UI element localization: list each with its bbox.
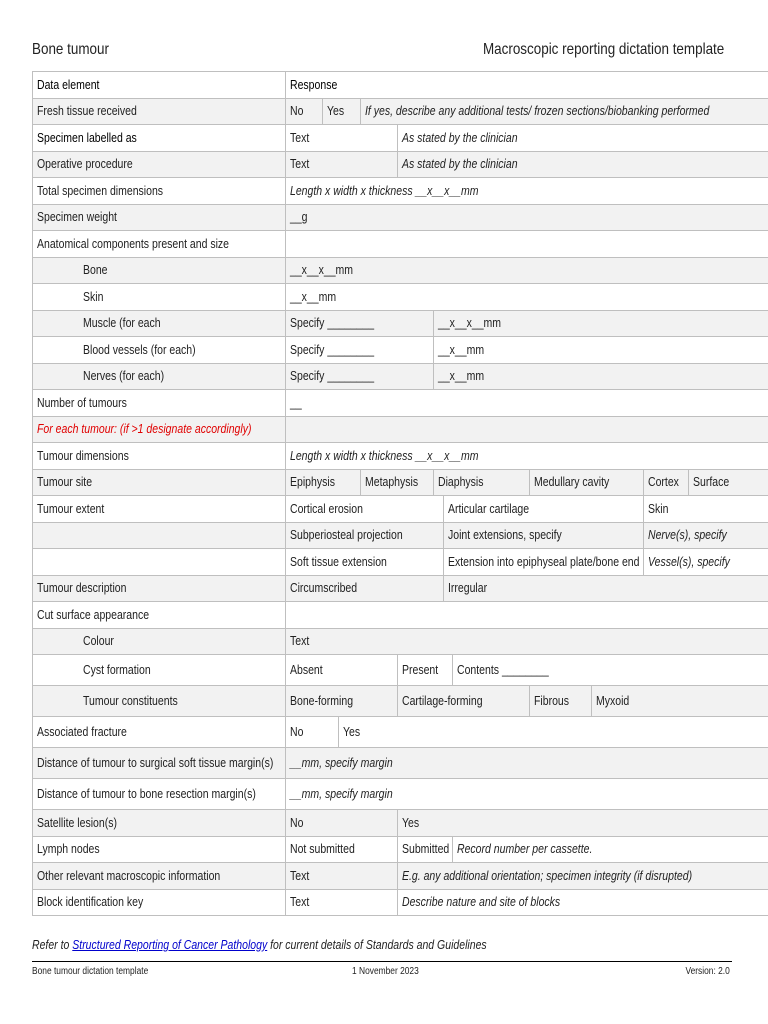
label-cell: Specimen weight bbox=[33, 204, 286, 231]
table-row bbox=[33, 469, 768, 496]
table-header-row bbox=[33, 72, 768, 99]
option-cell: Not submitted bbox=[286, 836, 398, 863]
template-table bbox=[32, 71, 768, 916]
option-cell: Yes bbox=[398, 810, 768, 837]
option-cell: Text bbox=[286, 889, 398, 916]
reference-suffix: for current details of Standards and Guidelines bbox=[267, 938, 487, 952]
table-row bbox=[33, 863, 768, 890]
note-cell: Describe nature and site of blocks bbox=[398, 889, 768, 916]
label-cell: Satellite lesion(s) bbox=[33, 810, 286, 837]
label-cell: Bone bbox=[33, 257, 286, 284]
response-cell bbox=[286, 231, 768, 258]
label-cell bbox=[33, 522, 286, 549]
label-cell: Total specimen dimensions bbox=[33, 178, 286, 205]
option-cell: Specify ________ bbox=[286, 310, 434, 337]
label-cell: Tumour description bbox=[33, 575, 286, 602]
option-cell: Fibrous bbox=[530, 686, 592, 717]
response-cell: Response bbox=[286, 72, 768, 99]
option-cell: Cartilage-forming bbox=[398, 686, 530, 717]
label-cell: Colour bbox=[33, 628, 286, 655]
table-row bbox=[33, 628, 768, 655]
option-cell: Joint extensions, specify bbox=[444, 522, 644, 549]
table-row bbox=[33, 748, 768, 779]
label-cell: For each tumour: (if >1 designate accordingly) bbox=[33, 416, 286, 443]
table-row bbox=[33, 98, 768, 125]
response-cell bbox=[286, 416, 768, 443]
table-row bbox=[33, 204, 768, 231]
option-cell: Epiphysis bbox=[286, 469, 361, 496]
response-cell: Text bbox=[286, 628, 768, 655]
label-cell: Number of tumours bbox=[33, 390, 286, 417]
option-cell: Cortical erosion bbox=[286, 496, 444, 523]
size-cell: __x__mm bbox=[434, 363, 768, 390]
option-cell: Myxoid bbox=[592, 686, 768, 717]
table-row bbox=[33, 522, 768, 549]
label-cell: Operative procedure bbox=[33, 151, 286, 178]
response-cell: __x__x__mm bbox=[286, 257, 768, 284]
table-row bbox=[33, 231, 768, 258]
option-cell: Text bbox=[286, 863, 398, 890]
response-cell: __ bbox=[286, 390, 768, 417]
table-row bbox=[33, 496, 768, 523]
table-row bbox=[33, 655, 768, 686]
option-cell: No bbox=[286, 810, 398, 837]
note-cell: As stated by the clinician bbox=[398, 125, 768, 152]
table-row bbox=[33, 178, 768, 205]
table-row bbox=[33, 836, 768, 863]
option-cell: Yes bbox=[323, 98, 361, 125]
table-row bbox=[33, 810, 768, 837]
option-cell: Articular cartilage bbox=[444, 496, 644, 523]
option-cell: Surface bbox=[689, 469, 768, 496]
option-cell: Metaphysis bbox=[361, 469, 434, 496]
label-cell: Tumour site bbox=[33, 469, 286, 496]
table-row bbox=[33, 686, 768, 717]
table-row bbox=[33, 549, 768, 576]
option-cell: Diaphysis bbox=[434, 469, 530, 496]
table-row bbox=[33, 443, 768, 470]
option-cell: Bone-forming bbox=[286, 686, 398, 717]
option-cell: Soft tissue extension bbox=[286, 549, 444, 576]
response-cell: __mm, specify margin bbox=[286, 779, 768, 810]
label-cell: Data element bbox=[33, 72, 286, 99]
option-cell: Vessel(s), specify bbox=[644, 549, 768, 576]
note-cell: If yes, describe any additional tests/ frozen sections/biobanking performed bbox=[361, 98, 768, 125]
note-cell: Record number per cassette. bbox=[453, 836, 768, 863]
option-cell: Absent bbox=[286, 655, 398, 686]
table-row bbox=[33, 257, 768, 284]
label-cell bbox=[33, 549, 286, 576]
option-cell: Skin bbox=[644, 496, 768, 523]
size-cell: __x__x__mm bbox=[434, 310, 768, 337]
label-cell: Distance of tumour to surgical soft tissue margin(s) bbox=[33, 748, 286, 779]
label-cell: Block identification key bbox=[33, 889, 286, 916]
page-header bbox=[32, 41, 732, 67]
option-cell: Circumscribed bbox=[286, 575, 444, 602]
table-row bbox=[33, 390, 768, 417]
note-cell: As stated by the clinician bbox=[398, 151, 768, 178]
label-cell: Tumour extent bbox=[33, 496, 286, 523]
label-cell: Lymph nodes bbox=[33, 836, 286, 863]
option-cell: Present bbox=[398, 655, 453, 686]
table-row bbox=[33, 151, 768, 178]
footer-version: Version: 2.0 bbox=[685, 966, 730, 977]
option-cell: Subperiosteal projection bbox=[286, 522, 444, 549]
table-row bbox=[33, 602, 768, 629]
response-cell: __mm, specify margin bbox=[286, 748, 768, 779]
table-row bbox=[33, 337, 768, 364]
label-cell: Skin bbox=[33, 284, 286, 311]
label-cell: Cut surface appearance bbox=[33, 602, 286, 629]
label-cell: Anatomical components present and size bbox=[33, 231, 286, 258]
option-cell: Extension into epiphyseal plate/bone end bbox=[444, 549, 644, 576]
label-cell: Associated fracture bbox=[33, 717, 286, 748]
response-cell bbox=[286, 602, 768, 629]
response-cell: __x__mm bbox=[286, 284, 768, 311]
option-cell: Yes bbox=[339, 717, 768, 748]
note-cell: E.g. any additional orientation; specimen integrity (if disrupted) bbox=[398, 863, 768, 890]
response-cell: Length x width x thickness __x__x__mm bbox=[286, 443, 768, 470]
label-cell: Specimen labelled as bbox=[33, 125, 286, 152]
label-cell: Other relevant macroscopic information bbox=[33, 863, 286, 890]
size-cell: __x__mm bbox=[434, 337, 768, 364]
option-cell: Cortex bbox=[644, 469, 689, 496]
table-row bbox=[33, 416, 768, 443]
table-row bbox=[33, 310, 768, 337]
label-cell: Blood vessels (for each) bbox=[33, 337, 286, 364]
label-cell: Tumour constituents bbox=[33, 686, 286, 717]
table-row bbox=[33, 717, 768, 748]
footer-document-name: Bone tumour dictation template bbox=[32, 966, 149, 977]
label-cell: Distance of tumour to bone resection margin(s) bbox=[33, 779, 286, 810]
label-cell: Fresh tissue received bbox=[33, 98, 286, 125]
option-cell: Nerve(s), specify bbox=[644, 522, 768, 549]
document-subtitle: Macroscopic reporting dictation template bbox=[482, 41, 724, 58]
reference-prefix: Refer to bbox=[32, 938, 73, 952]
reference-link[interactable]: Structured Reporting of Cancer Pathology bbox=[72, 938, 268, 952]
table-row bbox=[33, 125, 768, 152]
option-cell: Medullary cavity bbox=[530, 469, 644, 496]
response-cell: __g bbox=[286, 204, 768, 231]
table-row bbox=[33, 363, 768, 390]
option-cell: Text bbox=[286, 125, 398, 152]
label-cell: Nerves (for each) bbox=[33, 363, 286, 390]
table-row bbox=[33, 575, 768, 602]
option-cell: Irregular bbox=[444, 575, 768, 602]
document-title: Bone tumour bbox=[32, 41, 109, 58]
option-cell: Specify ________ bbox=[286, 363, 434, 390]
option-cell: Specify ________ bbox=[286, 337, 434, 364]
option-cell: No bbox=[286, 98, 323, 125]
option-cell: Text bbox=[286, 151, 398, 178]
label-cell: Muscle (for each bbox=[33, 310, 286, 337]
reference-note bbox=[32, 938, 487, 952]
footer-divider bbox=[32, 961, 732, 962]
label-cell: Cyst formation bbox=[33, 655, 286, 686]
option-cell: Submitted bbox=[398, 836, 453, 863]
footer-date: 1 November 2023 bbox=[352, 966, 419, 977]
label-cell: Tumour dimensions bbox=[33, 443, 286, 470]
table-row bbox=[33, 779, 768, 810]
option-cell: No bbox=[286, 717, 339, 748]
option-cell: Contents ________ bbox=[453, 655, 768, 686]
table-row bbox=[33, 889, 768, 916]
response-cell: Length x width x thickness __x__x__mm bbox=[286, 178, 768, 205]
table-row bbox=[33, 284, 768, 311]
